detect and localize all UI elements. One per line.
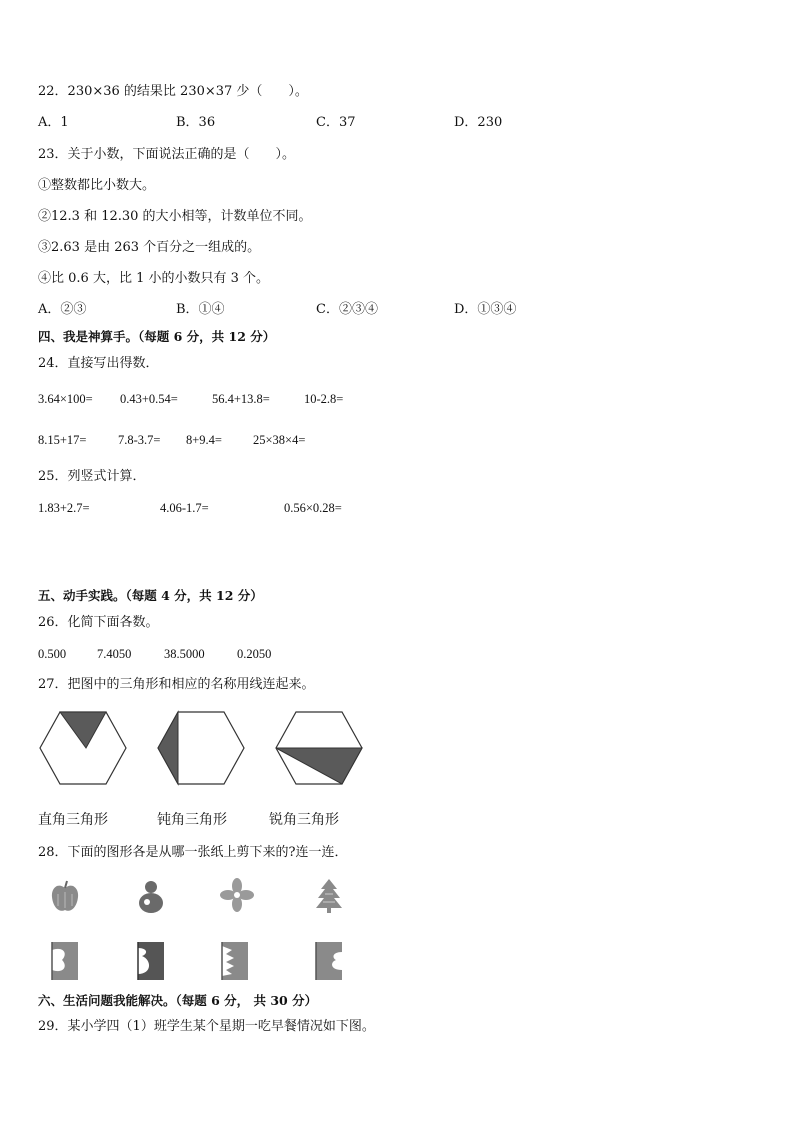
q23-option-a[interactable]: A．②③ (38, 302, 87, 317)
folded-paper-4-icon[interactable] (314, 940, 344, 982)
triangle-label-right[interactable]: 直角三角形 (38, 812, 108, 828)
folded-paper-2-icon[interactable] (136, 940, 166, 982)
tree-icon[interactable] (314, 878, 344, 914)
q24-item: 8+9.4= (186, 433, 222, 447)
triangle-label-obtuse[interactable]: 钝角三角形 (157, 812, 227, 828)
q25-stem: 25．列竖式计算． (38, 469, 146, 484)
q23-option-b[interactable]: B．①④ (176, 302, 225, 317)
q24-item: 25×38×4= (253, 433, 306, 447)
q27-stem: 27．把图中的三角形和相应的名称用线连起来。 (38, 677, 315, 692)
q24-item: 10-2.8= (304, 392, 344, 406)
q22-option-c[interactable]: C．37 (316, 115, 356, 130)
q22-option-a[interactable]: A．1 (38, 115, 69, 130)
section-4-title: 四、我是神算手。（每题 6 分，共 12 分） (38, 329, 276, 344)
q25-item: 1.83+2.7= (38, 501, 90, 515)
folded-paper-1-icon[interactable] (50, 940, 80, 982)
q23-statement-3: ③2.63 是由 263 个百分之一组成的。 (38, 240, 261, 255)
q26-stem: 26．化简下面各数。 (38, 615, 159, 630)
q22-option-b[interactable]: B．36 (176, 115, 216, 130)
q29-stem: 29．某小学四（1）班学生某个星期一吃早餐情况如下图。 (38, 1019, 375, 1034)
flower-icon[interactable] (220, 878, 254, 912)
q24-item: 0.43+0.54= (120, 392, 178, 406)
hexagon-figure-1 (38, 710, 128, 786)
q25-item: 4.06-1.7= (160, 501, 209, 515)
q22-stem: 22．230×36 的结果比 230×37 少（ ）。 (38, 84, 308, 99)
folded-paper-3-icon[interactable] (220, 940, 250, 982)
q26-number: 7.4050 (97, 647, 132, 661)
q28-stem: 28．下面的图形各是从哪一张纸上剪下来的?连一连． (38, 845, 348, 860)
q23-statement-4: ④比 0.6 大，比 1 小的小数只有 3 个。 (38, 271, 270, 286)
q23-option-d[interactable]: D．①③④ (454, 302, 517, 317)
q23-stem: 23．关于小数，下面说法正确的是（ ）。 (38, 147, 296, 162)
q24-item: 56.4+13.8= (212, 392, 270, 406)
q23-statement-1: ①整数都比小数大。 (38, 178, 156, 193)
hexagon-figure-3 (274, 710, 364, 786)
apple-icon[interactable] (50, 880, 80, 914)
hexagon-figure-2 (156, 710, 246, 786)
gourd-icon[interactable] (136, 878, 166, 914)
q26-number: 0.500 (38, 647, 67, 661)
q24-item: 7.8-3.7= (118, 433, 161, 447)
q23-statement-2: ②12.3 和 12.30 的大小相等，计数单位不同。 (38, 209, 312, 224)
q24-item: 8.15+17= (38, 433, 87, 447)
q25-item: 0.56×0.28= (284, 501, 342, 515)
q24-stem: 24．直接写出得数． (38, 356, 159, 371)
q23-option-c[interactable]: C．②③④ (316, 302, 378, 317)
triangle-label-acute[interactable]: 锐角三角形 (269, 812, 339, 828)
q26-number: 38.5000 (164, 647, 205, 661)
section-5-title: 五、动手实践。（每题 4 分，共 12 分） (38, 588, 263, 603)
q26-number: 0.2050 (237, 647, 272, 661)
q22-option-d[interactable]: D．230 (454, 115, 503, 130)
q24-item: 3.64×100= (38, 392, 93, 406)
section-6-title: 六、生活问题我能解决。（每题 6 分， 共 30 分） (38, 993, 318, 1008)
